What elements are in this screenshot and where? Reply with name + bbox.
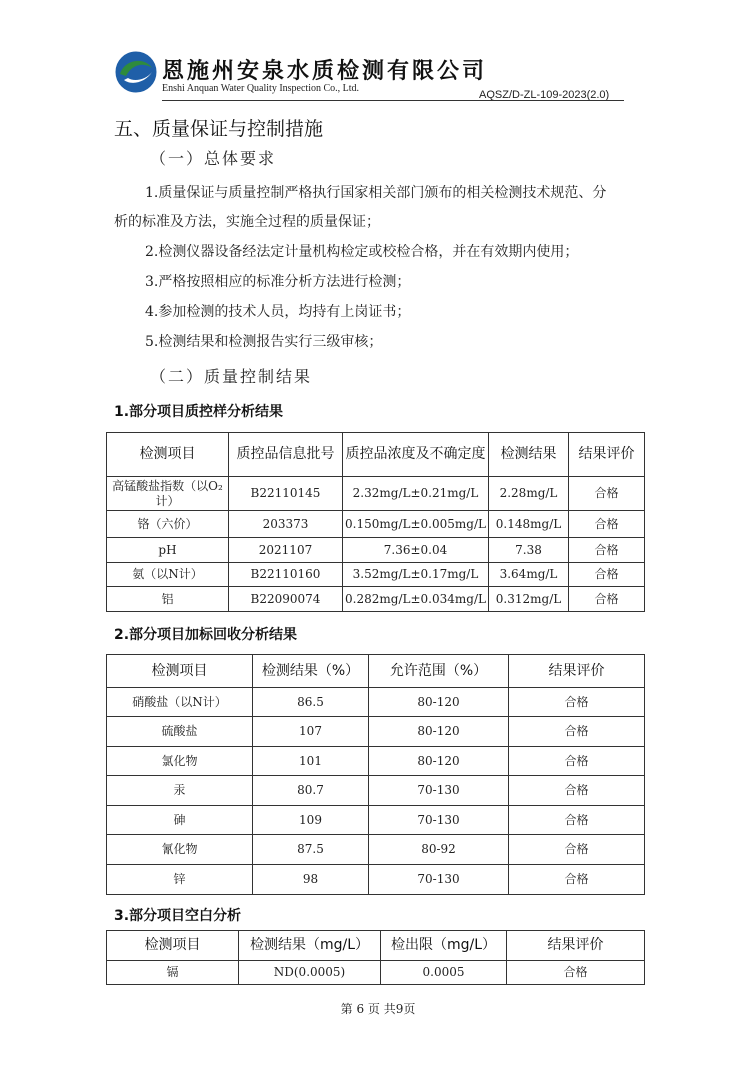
cell-result: 3.64mg/L xyxy=(489,563,569,587)
spike-recovery-table xyxy=(106,654,645,895)
table-row xyxy=(107,688,645,717)
cell-range: 70-130 xyxy=(369,806,509,835)
page-number: 第 6 页 共9页 xyxy=(340,1002,416,1016)
col-header: 检测项目 xyxy=(107,655,253,688)
cell-evaluation: 合格 xyxy=(569,511,645,538)
cell-evaluation: 合格 xyxy=(509,806,645,835)
table-row xyxy=(107,776,645,806)
cell-item: 硫酸盐 xyxy=(107,717,253,747)
paragraph-1-line-1: 1.质量保证与质量控制严格执行国家相关部门颁布的相关检测技术规范、分 xyxy=(145,185,607,201)
cell-range: 80-120 xyxy=(369,717,509,747)
cell-item: 氯化物 xyxy=(107,747,253,776)
cell-evaluation: 合格 xyxy=(509,688,645,717)
cell-batch: B22110145 xyxy=(229,477,343,511)
cell-evaluation: 合格 xyxy=(569,538,645,563)
cell-concentration: 2.32mg/L±0.21mg/L xyxy=(343,477,489,511)
cell-range: 80-92 xyxy=(369,835,509,865)
table-row xyxy=(107,835,645,865)
table-row xyxy=(107,587,645,612)
paragraph-3: 3.严格按照相应的标准分析方法进行检测； xyxy=(145,274,411,290)
cell-item: 氨（以N计） xyxy=(107,563,229,587)
table-header-row xyxy=(107,655,645,688)
cell-concentration: 7.36±0.04 xyxy=(343,538,489,563)
cell-evaluation: 合格 xyxy=(507,961,645,985)
cell-result: 86.5 xyxy=(253,688,369,717)
subsection-qc-results: （二）质量控制结果 xyxy=(150,367,313,386)
col-header: 检测结果 xyxy=(489,433,569,477)
cell-item: 硝酸盐（以N计） xyxy=(107,688,253,717)
cell-range: 70-130 xyxy=(369,865,509,895)
header-divider xyxy=(162,100,624,101)
table-row xyxy=(107,747,645,776)
cell-range: 80-120 xyxy=(369,747,509,776)
col-header: 检测项目 xyxy=(107,931,239,961)
cell-item: 汞 xyxy=(107,776,253,806)
paragraph-1-line-2: 析的标准及方法，实施全过程的质量保证； xyxy=(114,214,380,230)
cell-evaluation: 合格 xyxy=(569,587,645,612)
cell-evaluation: 合格 xyxy=(569,563,645,587)
cell-concentration: 0.150mg/L±0.005mg/L xyxy=(343,511,489,538)
paragraph-5: 5.检测结果和检测报告实行三级审核； xyxy=(145,334,383,350)
table1-caption: 1.部分项目质控样分析结果 xyxy=(114,404,284,420)
cell-result: 109 xyxy=(253,806,369,835)
cell-item: 高锰酸盐指数（以O₂计） xyxy=(107,477,229,511)
cell-result: 107 xyxy=(253,717,369,747)
table-row xyxy=(107,538,645,563)
company-name-en: Enshi Anquan Water Quality Inspection Co., Ltd. xyxy=(162,83,360,94)
cell-result: 87.5 xyxy=(253,835,369,865)
table-row xyxy=(107,511,645,538)
table-row xyxy=(107,806,645,835)
col-header: 检测结果（mg/L） xyxy=(239,931,381,961)
cell-result: 2.28mg/L xyxy=(489,477,569,511)
table-header-row xyxy=(107,433,645,477)
cell-batch: 2021107 xyxy=(229,538,343,563)
cell-item: 锌 xyxy=(107,865,253,895)
cell-item: 镉 xyxy=(107,961,239,985)
cell-item: pH xyxy=(107,538,229,563)
cell-batch: 203373 xyxy=(229,511,343,538)
section-title: 五、质量保证与控制措施 xyxy=(114,118,324,140)
cell-result: 80.7 xyxy=(253,776,369,806)
table-row xyxy=(107,961,645,985)
cell-item: 砷 xyxy=(107,806,253,835)
table3-caption: 3.部分项目空白分析 xyxy=(114,908,242,924)
cell-result: 7.38 xyxy=(489,538,569,563)
cell-evaluation: 合格 xyxy=(509,776,645,806)
cell-item: 氰化物 xyxy=(107,835,253,865)
paragraph-2: 2.检测仪器设备经法定计量机构检定或校检合格，并在有效期内使用； xyxy=(145,244,579,260)
cell-concentration: 0.282mg/L±0.034mg/L xyxy=(343,587,489,612)
cell-evaluation: 合格 xyxy=(509,747,645,776)
letterhead xyxy=(114,50,624,100)
document-code: AQSZ/D-ZL-109-2023(2.0) xyxy=(479,89,610,101)
subsection-general-requirements: （一）总体要求 xyxy=(150,149,277,168)
cell-batch: B22090074 xyxy=(229,587,343,612)
cell-concentration: 3.52mg/L±0.17mg/L xyxy=(343,563,489,587)
cell-evaluation: 合格 xyxy=(509,865,645,895)
col-header: 结果评价 xyxy=(569,433,645,477)
cell-item: 铬（六价） xyxy=(107,511,229,538)
cell-range: 80-120 xyxy=(369,688,509,717)
cell-result: 0.312mg/L xyxy=(489,587,569,612)
cell-evaluation: 合格 xyxy=(569,477,645,511)
blank-analysis-table xyxy=(106,930,645,985)
col-header: 检出限（mg/L） xyxy=(381,931,507,961)
cell-range: 70-130 xyxy=(369,776,509,806)
cell-item: 铝 xyxy=(107,587,229,612)
table-row xyxy=(107,563,645,587)
cell-result: 98 xyxy=(253,865,369,895)
qc-sample-table xyxy=(106,432,645,612)
col-header: 质控品浓度及不确定度 xyxy=(343,433,489,477)
table2-caption: 2.部分项目加标回收分析结果 xyxy=(114,627,298,643)
table-header-row xyxy=(107,931,645,961)
col-header: 结果评价 xyxy=(509,655,645,688)
col-header: 质控品信息批号 xyxy=(229,433,343,477)
company-name-cn: 恩施州安泉水质检测有限公司 xyxy=(162,58,488,84)
table-row xyxy=(107,865,645,895)
col-header: 允许范围（%） xyxy=(369,655,509,688)
col-header: 检测项目 xyxy=(107,433,229,477)
paragraph-4: 4.参加检测的技术人员，均持有上岗证书； xyxy=(145,304,411,320)
cell-result: 0.148mg/L xyxy=(489,511,569,538)
cell-result: 101 xyxy=(253,747,369,776)
table-row xyxy=(107,477,645,511)
cell-detection-limit: 0.0005 xyxy=(381,961,507,985)
company-logo-icon xyxy=(114,50,158,94)
col-header: 结果评价 xyxy=(507,931,645,961)
table-row xyxy=(107,717,645,747)
cell-result: ND(0.0005) xyxy=(239,961,381,985)
cell-evaluation: 合格 xyxy=(509,835,645,865)
cell-evaluation: 合格 xyxy=(509,717,645,747)
col-header: 检测结果（%） xyxy=(253,655,369,688)
cell-batch: B22110160 xyxy=(229,563,343,587)
